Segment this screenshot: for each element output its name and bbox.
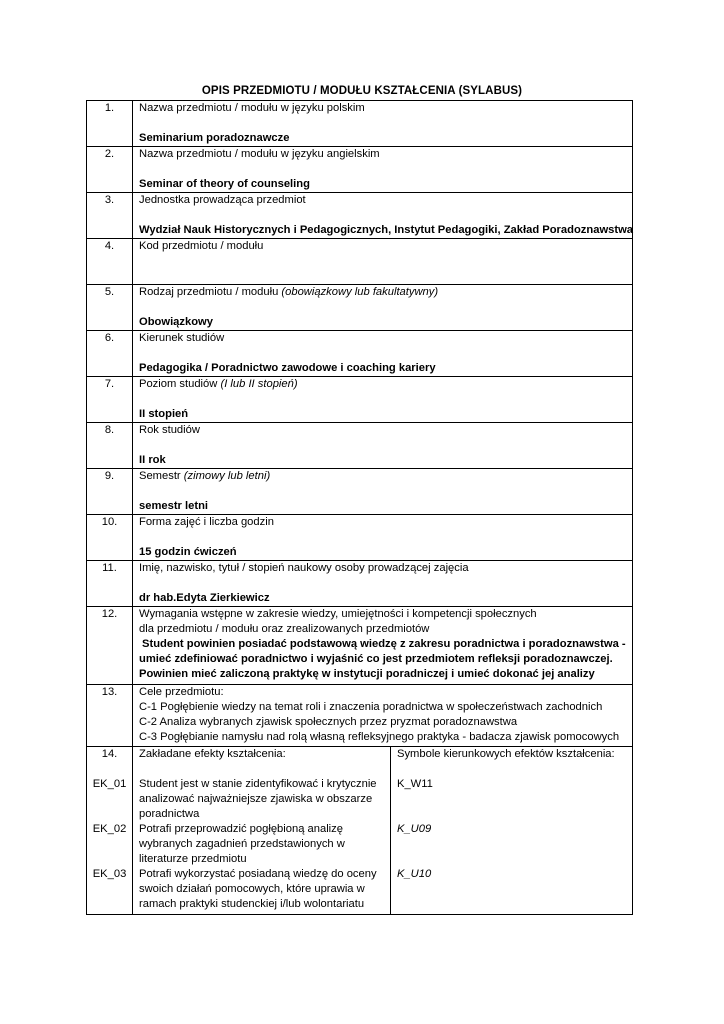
row-number: 10. bbox=[87, 515, 133, 561]
row-value: Wydział Nauk Historycznych i Pedagogicznych, Instytut Pedagogiki, Zakład Poradoznawstwa bbox=[139, 224, 634, 236]
row-label-text: Kod przedmiotu / modułu bbox=[139, 240, 264, 252]
row-label-text: Semestr bbox=[139, 470, 184, 482]
outcome-symbol: K_U09 bbox=[397, 823, 432, 835]
goal-item: C-1 Pogłębienie wiedzy na temat roli i znaczenia poradnictwa w społeczeństwach zachodnich bbox=[139, 701, 603, 713]
row-value: semestr letni bbox=[139, 500, 209, 512]
table-row bbox=[87, 469, 633, 515]
row-number: 3. bbox=[87, 193, 133, 239]
row-value: Seminarium poradoznawcze bbox=[139, 132, 290, 144]
row-label bbox=[139, 147, 632, 162]
row-value: Obowiązkowy bbox=[139, 316, 213, 328]
outcome-text: Potrafi przeprowadzić pogłębioną analizę wybranych zagadnień przedstawionych w literaturze przedmiotu bbox=[139, 823, 345, 865]
outcome-symbol: K_W11 bbox=[397, 778, 433, 790]
outcomes-header: Zakładane efekty kształcenia: bbox=[139, 748, 286, 760]
row-label-text: Forma zajęć i liczba godzin bbox=[139, 516, 274, 528]
row-number: 6. bbox=[87, 331, 133, 377]
row-value: 15 godzin ćwiczeń bbox=[139, 546, 237, 558]
row-label-text: Nazwa przedmiotu / modułu w języku angielskim bbox=[139, 148, 380, 160]
row-number: 9. bbox=[87, 469, 133, 515]
row-number: 12. bbox=[87, 607, 133, 685]
row-label bbox=[139, 239, 632, 254]
row-label-hint: (zimowy lub letni) bbox=[183, 470, 271, 482]
row-number: 5. bbox=[87, 285, 133, 331]
goals-cell bbox=[133, 685, 633, 747]
requirements-text: umieć zdefiniować poradnictwo i wyjaśnić co jest przedmiotem refleksji poradoznawczej. bbox=[139, 653, 613, 665]
row-number: 14. bbox=[101, 748, 118, 760]
outcome-symbol: K_U10 bbox=[397, 868, 432, 880]
row-label bbox=[139, 101, 632, 116]
table-row bbox=[87, 193, 633, 239]
row-value: dr hab.Edyta Zierkiewicz bbox=[139, 592, 270, 604]
outcome-code: EK_01 bbox=[92, 778, 127, 790]
table-row bbox=[87, 239, 633, 285]
goal-item: C-3 Pogłębianie namysłu nad rolą własną refleksyjnego praktyka - badacza zjawisk pomocowych bbox=[139, 731, 620, 743]
row-label bbox=[139, 423, 632, 438]
table-row bbox=[87, 331, 633, 377]
symbols-header: Symbole kierunkowych efektów kształcenia: bbox=[397, 748, 615, 760]
goals-label: Cele przedmiotu: bbox=[139, 686, 224, 698]
row-content bbox=[133, 423, 633, 469]
row-value: Pedagogika / Poradnictwo zawodowe i coaching kariery bbox=[139, 362, 436, 374]
row-content bbox=[133, 193, 633, 239]
row-label-text: Rodzaj przedmiotu / modułu bbox=[139, 286, 282, 298]
table-row bbox=[87, 147, 633, 193]
row-value: II stopień bbox=[139, 408, 189, 420]
outcome-text: Student jest w stanie zidentyfikować i krytycznie analizować najważniejsze zjawiska w obszarze poradnictwa bbox=[139, 778, 377, 820]
row-label bbox=[139, 285, 632, 300]
row-value: Seminar of theory of counseling bbox=[139, 178, 310, 190]
row-content bbox=[133, 331, 633, 377]
outcome-code: EK_03 bbox=[92, 868, 127, 880]
row-number: 1. bbox=[87, 101, 133, 147]
row-label-text: Rok studiów bbox=[139, 424, 200, 436]
row-content bbox=[133, 469, 633, 515]
row-label bbox=[139, 469, 632, 484]
row-content bbox=[133, 239, 633, 285]
row-content bbox=[133, 147, 633, 193]
table-row bbox=[87, 747, 633, 915]
outcome-text: Potrafi wykorzystać posiadaną wiedzę do oceny swoich działań pomocowych, które uprawia w ramach praktyki studenckiej i/lub wolontariatu bbox=[139, 868, 377, 910]
outcome-code: EK_02 bbox=[92, 823, 127, 835]
table-row bbox=[87, 377, 633, 423]
table-row bbox=[87, 101, 633, 147]
row-number: 13. bbox=[87, 685, 133, 747]
table-row bbox=[87, 423, 633, 469]
table-row bbox=[87, 561, 633, 607]
row-number: 8. bbox=[87, 423, 133, 469]
row-label bbox=[139, 515, 632, 530]
row-content bbox=[133, 377, 633, 423]
outcome-symbols-cell bbox=[391, 747, 633, 915]
row-number: 2. bbox=[87, 147, 133, 193]
row-content bbox=[133, 285, 633, 331]
table-row bbox=[87, 685, 633, 747]
syllabus-table bbox=[86, 100, 633, 915]
row-content bbox=[133, 515, 633, 561]
table-row bbox=[87, 285, 633, 331]
row-label-text: Nazwa przedmiotu / modułu w języku polskim bbox=[139, 102, 365, 114]
table-row bbox=[87, 607, 633, 685]
row-label bbox=[139, 193, 632, 208]
row-content bbox=[133, 101, 633, 147]
row-label-hint: (I lub II stopień) bbox=[220, 378, 298, 390]
requirements-text: Powinien mieć zaliczoną praktykę w instytucji poradniczej i umieć dokonać jej analizy bbox=[139, 668, 595, 680]
row-content bbox=[133, 561, 633, 607]
row-label-text: Imię, nazwisko, tytuł / stopień naukowy osoby prowadzącej zajęcia bbox=[139, 562, 469, 574]
requirements-label-line1: Wymagania wstępne w zakresie wiedzy, umiejętności i kompetencji społecznych bbox=[139, 608, 537, 620]
row-label-text: Jednostka prowadząca przedmiot bbox=[139, 194, 306, 206]
outcome-codes-cell bbox=[87, 747, 133, 915]
requirements-text: Student powinien posiadać podstawową wiedzę z zakresu poradnictwa i poradoznawstwa - bbox=[142, 638, 626, 650]
row-label bbox=[139, 561, 632, 576]
row-label-text: Kierunek studiów bbox=[139, 332, 225, 344]
row-number: 7. bbox=[87, 377, 133, 423]
requirements-cell bbox=[133, 607, 633, 685]
row-label bbox=[139, 331, 632, 346]
row-label-text: Poziom studiów bbox=[139, 378, 221, 390]
page-title: OPIS PRZEDMIOTU / MODUŁU KSZTAŁCENIA (SYLABUS) bbox=[201, 85, 523, 97]
row-number: 4. bbox=[87, 239, 133, 285]
goal-item: C-2 Analiza wybranych zjawisk społecznych przez pryzmat poradoznawstwa bbox=[139, 716, 518, 728]
row-label-hint: (obowiązkowy lub fakultatywny) bbox=[281, 286, 439, 298]
row-label bbox=[139, 377, 632, 392]
table-row bbox=[87, 515, 633, 561]
row-value: II rok bbox=[139, 454, 166, 466]
row-number: 11. bbox=[87, 561, 133, 607]
requirements-label-line2: dla przedmiotu / modułu oraz zrealizowanych przedmiotów bbox=[139, 623, 430, 635]
outcome-descriptions-cell bbox=[133, 747, 391, 915]
